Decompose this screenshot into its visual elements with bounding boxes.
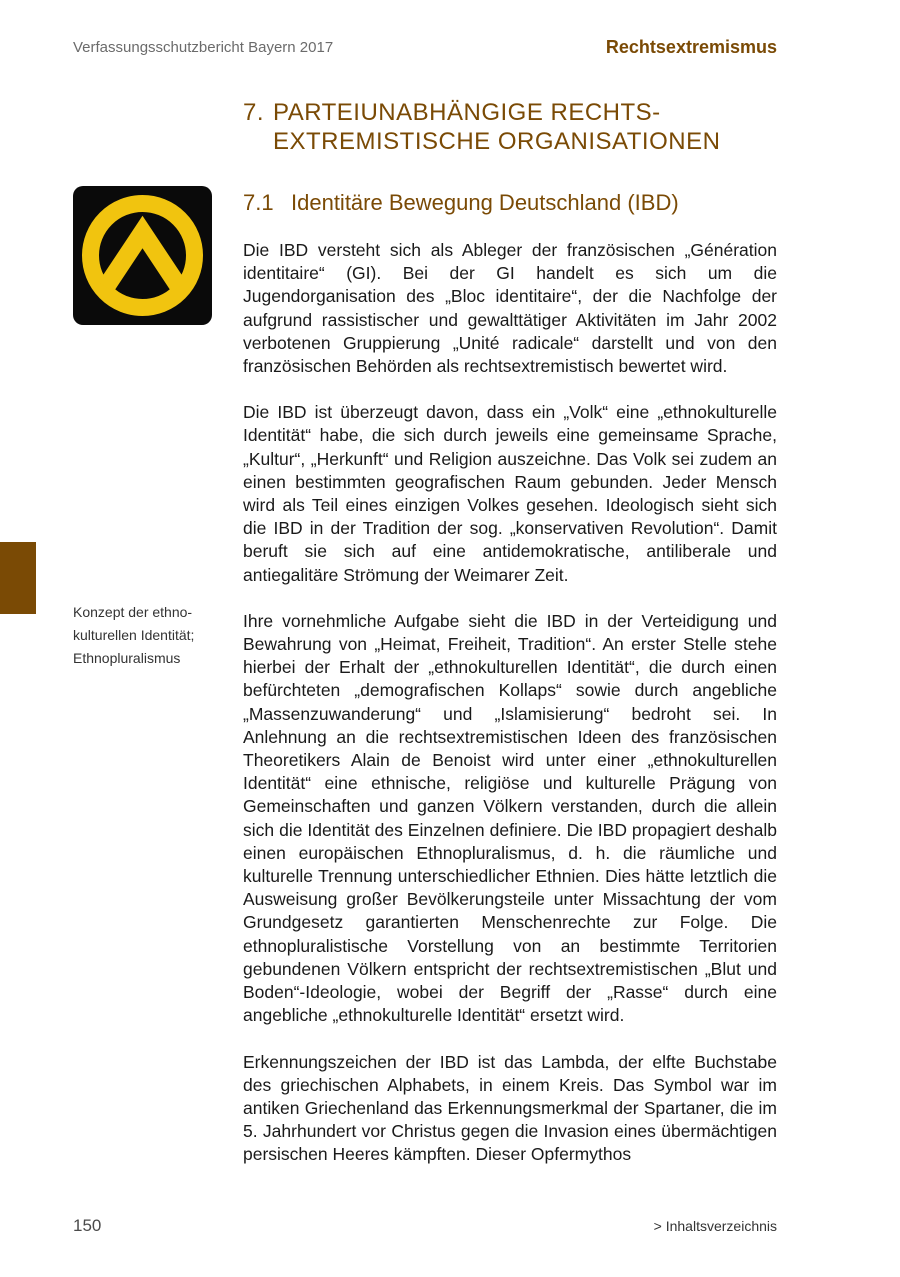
running-header-publication: Verfassungsschutzbericht Bayern 2017 bbox=[73, 39, 334, 56]
lambda-circle-icon bbox=[73, 186, 212, 325]
chapter-heading bbox=[243, 98, 777, 156]
subchapter-number: 7.1 bbox=[243, 190, 274, 215]
subchapter-heading bbox=[243, 189, 777, 217]
chapter-title bbox=[273, 98, 720, 156]
margin-note-line: Konzept der ethno- bbox=[73, 604, 193, 620]
subchapter-title: Identitäre Bewegung Deutschland (IBD) bbox=[291, 190, 679, 215]
margin-note bbox=[73, 601, 223, 670]
chapter-title-line: EXTREMISTISCHE ORGANISATIONEN bbox=[273, 128, 721, 155]
page-number: 150 bbox=[73, 1216, 102, 1235]
main-content bbox=[243, 98, 777, 1167]
chapter-title-line: PARTEIUNABHÄNGIGE RECHTS- bbox=[273, 99, 661, 126]
body-paragraph: Die IBD ist überzeugt davon, dass ein „Volk“ eine „ethnokulturelle Identität“ habe, die sich durch jeweils eine gemeinsame Sprache, „Kultur“, „Herkunft“ und Religion auszeichne. Das Volk sei zudem an einen bestimmten geografischen Raum gebunden. Jeder Mensch wird als Teil eines einzigen Volkes gesehen. Ideologisch sieht sich die IBD in der Tradition der sog. „konservativen Revolution“. Damit beruft sie sich auf eine antidemokratische, antiliberale und antiegalitäre Strömung der Weimarer Zeit. bbox=[243, 402, 777, 585]
chapter-side-tab bbox=[0, 542, 36, 614]
body-paragraph: Die IBD versteht sich als Ableger der französischen „Génération identitaire“ (GI). Bei der GI handelt es sich um die Jugendorganisation des „Bloc identitaire“, der die Nachfolge der aufgrund rassistischer und gewalttätiger Aktivitäten im Jahr 2002 verbotenen Gruppierung „Unité radicale“ darstellt und von den französischen Behörden als rechtsextremistisch bewertet wird. bbox=[243, 240, 777, 377]
running-header-section: Rechtsextremismus bbox=[605, 37, 777, 57]
chapter-number: 7. bbox=[243, 99, 265, 126]
table-of-contents-link[interactable]: > Inhaltsverzeichnis bbox=[653, 1218, 777, 1234]
body-paragraph: Erkennungszeichen der IBD ist das Lambda, der elfte Buchstabe des griechischen Alphabets, in einem Kreis. Das Symbol war im antiken Griechenland das Erkennungsmerkmal der Spartaner, die im 5. Jahrhundert vor Christus gegen die Invasion eines übermächtigen persischen Heeres kämpften. Dieser Opfermythos bbox=[243, 1051, 777, 1165]
body-paragraph: Ihre vornehmliche Aufgabe sieht die IBD in der Verteidigung und Bewahrung von „Heimat, Freiheit, Tradition“. An erster Stelle stehe hierbei der Erhalt der „ethnokulturellen Identität“, die durch einen befürchteten „demografischen Kollaps“ sowie durch angebliche „Massenzuwanderung“ und „Islamisierung“ bedroht sei. In Anlehnung an die rechtsextremistischen Ideen des französischen Theoretikers Alain de Benoist wird unter einer „ethnokulturellen Identität“ eine ethnische, religiöse und kulturelle Prägung von Gemeinschaften und ganzen Völkern verstanden, durch die allein sich die Identität des Einzelnen definiere. Die IBD propagiert deshalb einen europäischen Ethnopluralismus, d. h. die räumliche und kulturelle Trennung unterschiedlicher Ethnien. Dies hätte letztlich die Ausweisung großer Bevölkerungsteile unter Missachtung der vom Grundgesetz garantierten Menschenrechte zur Folge. Die ethnopluralistische Vorstellung von an bestimmte Territorien gebundenen Völkern entspricht der rechtsextremistischen „Blut und Boden“-Ideologie, wobei der Begriff der „Rasse“ durch eine angebliche „ethnokulturelle Identität“ ersetzt wird. bbox=[243, 610, 777, 1026]
margin-note-line: kulturellen Identität; bbox=[73, 627, 195, 643]
margin-note-line: Ethnopluralismus bbox=[73, 650, 181, 666]
